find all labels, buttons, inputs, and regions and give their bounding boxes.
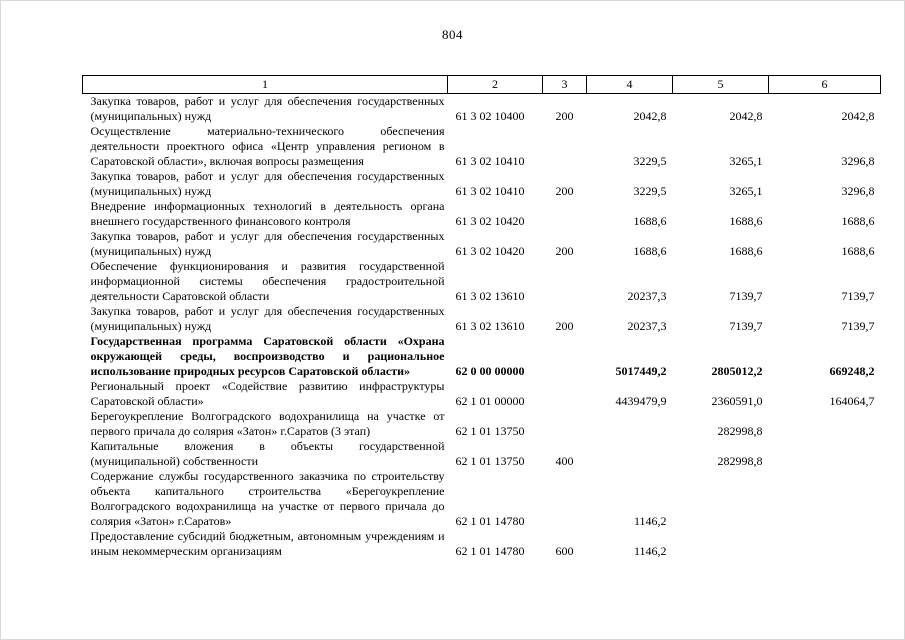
table-row xyxy=(83,259,881,304)
cell-amount-3: 2042,8 xyxy=(841,109,875,123)
table-body xyxy=(83,94,881,560)
cell-name: Берегоукрепление Волгоградского водохранилища на участке от первого причала до солярия «Затон» г.Саратов (3 этап) xyxy=(90,409,445,438)
cell-amount-3: 3296,8 xyxy=(841,184,875,198)
table-row xyxy=(83,199,881,229)
cell-amount-3 xyxy=(769,529,881,559)
cell-name: Внедрение информационных технологий в деятельность органа внешнего государственного финансового контроля xyxy=(90,199,445,228)
column-header: 3 xyxy=(543,76,587,94)
cell-expense-type xyxy=(543,259,587,304)
table-row xyxy=(83,169,881,199)
cell-expense-type: 400 xyxy=(555,454,574,468)
cell-code: 62 1 01 13750 xyxy=(455,424,525,438)
cell-amount-1: 3229,5 xyxy=(633,184,667,198)
cell-amount-1: 5017449,2 xyxy=(615,364,667,378)
cell-name: Региональный проект «Содействие развитию инфраструктуры Саратовской области» xyxy=(90,379,445,408)
cell-code: 62 1 01 14780 xyxy=(455,514,525,528)
cell-amount-1: 4439479,9 xyxy=(615,394,667,408)
table-row xyxy=(83,94,881,125)
cell-amount-1: 20237,3 xyxy=(627,289,667,303)
table-row xyxy=(83,124,881,169)
cell-amount-3: 164064,7 xyxy=(829,394,875,408)
table-row xyxy=(83,229,881,259)
cell-code: 62 0 00 00000 xyxy=(455,364,525,378)
table-row xyxy=(83,304,881,334)
column-header: 2 xyxy=(448,76,543,94)
cell-expense-type xyxy=(543,409,587,439)
cell-amount-2: 7139,7 xyxy=(729,319,763,333)
cell-code: 61 3 02 10410 xyxy=(455,184,525,198)
cell-amount-1: 20237,3 xyxy=(627,319,667,333)
cell-amount-2: 3265,1 xyxy=(729,184,763,198)
table-header-row xyxy=(83,76,881,94)
cell-amount-3: 7139,7 xyxy=(841,289,875,303)
cell-amount-2: 2360591,0 xyxy=(711,394,763,408)
cell-amount-1: 1146,2 xyxy=(633,544,667,558)
table-row xyxy=(83,469,881,529)
cell-amount-2: 2042,8 xyxy=(729,109,763,123)
table-row xyxy=(83,439,881,469)
cell-amount-2 xyxy=(673,469,769,529)
cell-amount-1: 2042,8 xyxy=(633,109,667,123)
cell-code: 62 1 01 14780 xyxy=(455,544,525,558)
cell-code: 61 3 02 10420 xyxy=(455,244,525,258)
cell-name: Капитальные вложения в объекты государственной (муниципальной) собственности xyxy=(90,439,445,468)
table-row xyxy=(83,529,881,559)
cell-amount-2: 1688,6 xyxy=(729,214,763,228)
cell-amount-3: 1688,6 xyxy=(841,214,875,228)
cell-amount-1: 1146,2 xyxy=(633,514,667,528)
cell-amount-2: 1688,6 xyxy=(729,244,763,258)
column-header: 1 xyxy=(83,76,448,94)
cell-expense-type xyxy=(543,124,587,169)
cell-amount-1: 1688,6 xyxy=(633,244,667,258)
cell-expense-type xyxy=(543,379,587,409)
column-header: 4 xyxy=(587,76,673,94)
cell-amount-1 xyxy=(587,439,673,469)
cell-code: 61 3 02 13610 xyxy=(455,289,525,303)
table-row xyxy=(83,334,881,379)
cell-code: 61 3 02 10410 xyxy=(455,154,525,168)
cell-name: Закупка товаров, работ и услуг для обеспечения государственных (муниципальных) нужд xyxy=(90,94,445,123)
cell-code: 61 3 02 13610 xyxy=(455,319,525,333)
table-row xyxy=(83,409,881,439)
cell-code: 61 3 02 10420 xyxy=(455,214,525,228)
table-row xyxy=(83,379,881,409)
cell-expense-type: 200 xyxy=(555,109,574,123)
cell-amount-2: 2805012,2 xyxy=(711,364,763,378)
cell-expense-type xyxy=(543,334,587,379)
cell-name: Закупка товаров, работ и услуг для обеспечения государственных (муниципальных) нужд xyxy=(90,169,445,198)
cell-expense-type: 200 xyxy=(555,244,574,258)
column-header: 5 xyxy=(673,76,769,94)
cell-name: Закупка товаров, работ и услуг для обеспечения государственных (муниципальных) нужд xyxy=(90,304,445,333)
cell-amount-3 xyxy=(769,409,881,439)
budget-table xyxy=(82,75,881,559)
cell-name: Содержание службы государственного заказчика по строительству объекта капитального строительства «Берегоукрепление Волгоградского водохранилища на участке от первого причала до солярия «Затон» г.Саратов» xyxy=(90,469,445,528)
cell-amount-3 xyxy=(769,469,881,529)
cell-name: Государственная программа Саратовской области «Охрана окружающей среды, воспроизводство и рациональное использование природных ресурсов Саратовской области» xyxy=(90,334,445,378)
cell-amount-3: 669248,2 xyxy=(829,364,875,378)
cell-amount-2 xyxy=(673,529,769,559)
cell-name: Обеспечение функционирования и развития государственной информационной системы обеспечения градостроительной деятельности Саратовской области xyxy=(90,259,445,303)
page-number: 804 xyxy=(442,27,463,42)
cell-amount-2: 282998,8 xyxy=(717,424,763,438)
cell-code: 61 3 02 10400 xyxy=(455,109,525,123)
column-header: 6 xyxy=(769,76,881,94)
cell-amount-1 xyxy=(587,409,673,439)
cell-amount-2: 7139,7 xyxy=(729,289,763,303)
cell-amount-1: 1688,6 xyxy=(633,214,667,228)
cell-code: 62 1 01 13750 xyxy=(455,454,525,468)
cell-amount-3: 3296,8 xyxy=(841,154,875,168)
cell-name: Осуществление материально-технического обеспечения деятельности проектного офиса «Центр управления регионом в Саратовской области», включая вопросы размещения xyxy=(90,124,445,168)
cell-expense-type: 600 xyxy=(555,544,574,558)
table-header xyxy=(83,76,881,94)
cell-amount-2: 3265,1 xyxy=(729,154,763,168)
cell-amount-3 xyxy=(769,439,881,469)
cell-expense-type xyxy=(543,199,587,229)
cell-expense-type: 200 xyxy=(555,319,574,333)
cell-amount-1: 3229,5 xyxy=(633,154,667,168)
cell-name: Предоставление субсидий бюджетным, автономным учреждениям и иным некоммерческим организациям xyxy=(90,529,445,558)
cell-code: 62 1 01 00000 xyxy=(455,394,525,408)
cell-amount-2: 282998,8 xyxy=(717,454,763,468)
cell-amount-3: 7139,7 xyxy=(841,319,875,333)
cell-amount-3: 1688,6 xyxy=(841,244,875,258)
cell-expense-type xyxy=(543,469,587,529)
cell-expense-type: 200 xyxy=(555,184,574,198)
cell-name: Закупка товаров, работ и услуг для обеспечения государственных (муниципальных) нужд xyxy=(90,229,445,258)
